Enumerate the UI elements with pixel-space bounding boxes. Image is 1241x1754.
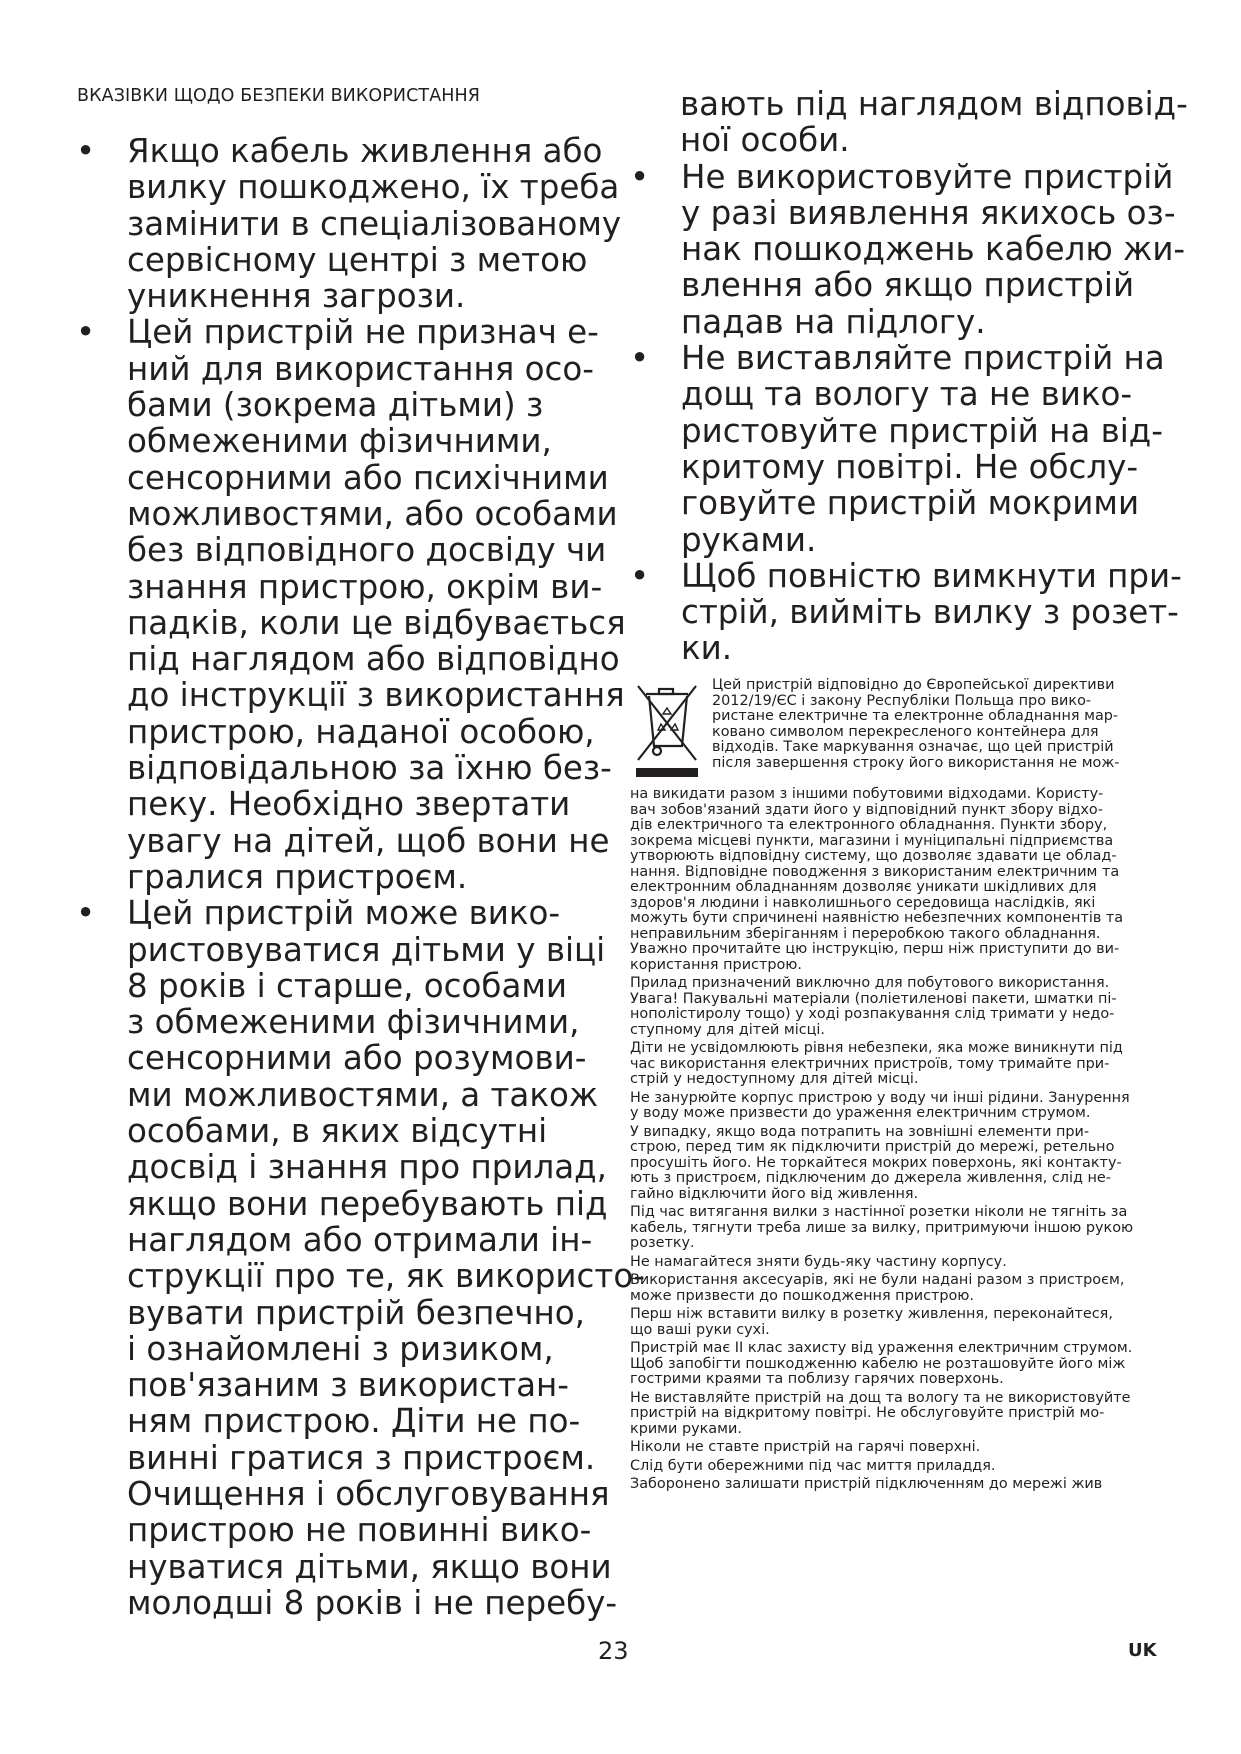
bullet-item (630, 340, 1178, 558)
paragraph-line: може призвести до пошкодження пристрою. (630, 1287, 974, 1304)
paragraph-line: нополістиролу тощо) у ході розпакування слід тримати у недо- (630, 1006, 1115, 1022)
paragraph-line: У випадку, якщо вода потрапить на зовнішні елементи при- (630, 1123, 1090, 1140)
paragraph-line: у воду може призвести до ураження електричним струмом. (630, 1105, 1091, 1121)
bullet-text-line: 8 років і старше, особами (127, 966, 568, 1005)
bullet-text-line: сенсорними або психічними (127, 458, 609, 497)
weee-text-line: після завершення строку його використання не мож- (712, 754, 1120, 771)
paragraph-line: вач зобов'язаний здати його у відповідний пункт збору відхо- (630, 801, 1103, 818)
paragraph-line: Використання аксесуарів, які не були надані разом з пристроєм, (630, 1272, 1125, 1288)
bullet-text-line: вають під наглядом відповід- (680, 85, 1188, 123)
bullet-text-line: пеку. Необхідно звертати (127, 785, 571, 824)
paragraph-line: Увага! Пакувальні матеріали (поліетиленові пакети, шматки пі- (630, 990, 1117, 1007)
paragraph-line: строю, перед тим як підключити пристрій до мережі, ретельно (630, 1139, 1115, 1155)
bullet-text-line: бами (зокрема дітьми) з (127, 386, 544, 425)
paragraph-line: гайно відключити його від живлення. (630, 1185, 919, 1202)
bullet-item (630, 157, 1186, 341)
weee-text-line: 2012/19/ЄС і закону Республіки Польща про вико- (712, 692, 1092, 709)
bullet-text-line: досвід і знання про прилад, (127, 1148, 607, 1187)
bullet-text-line: дощ та вологу та не вико- (681, 375, 1133, 414)
paragraph-line: просушіть його. Не торкайтеся мокрих поверхонь, які контакту- (630, 1154, 1122, 1171)
paragraph-line: Перш ніж вставити вилку в розетку живлення, переконайтеся, (630, 1306, 1113, 1322)
bullet-text-line: Не використовуйте пристрій (681, 157, 1174, 196)
bullet-icon: • (76, 313, 96, 352)
bullet-text-line: Щоб повністю вимкнути при- (681, 556, 1182, 595)
bullet-text-line: до інструкції з використання (127, 676, 625, 715)
bullet-item (76, 894, 645, 1622)
paragraph-line: Не намагайтеся зняти будь-яку частину корпусу. (630, 1253, 1007, 1270)
weee-text-line: Цей пристрій відповідно до Європейської директиви (712, 677, 1115, 693)
paragraph-line: ють з пристроєм, підключеним до джерела живлення, слід не- (630, 1170, 1111, 1186)
paragraph-line: Не виставляйте пристрій на дощ та вологу та не використовуйте (630, 1389, 1131, 1406)
bullet-text-line: увагу на дітей, щоб вони не (127, 821, 610, 860)
bullet-text-line: уникнення загрози. (127, 277, 466, 316)
bullet-text-line: ми можливостями, а також (127, 1075, 599, 1114)
bullet-text-line: ної особи. (680, 121, 850, 160)
weee-text-line: ковано символом перекресленого контейнера для (712, 723, 1099, 740)
bullet-icon: • (630, 157, 650, 196)
safety-paragraph (630, 1307, 1180, 1338)
paragraph-line: ступному для дітей місці. (630, 1021, 826, 1038)
bullet-text-line: струкції про те, як використо- (127, 1257, 645, 1296)
safety-paragraph (630, 1440, 1180, 1456)
paragraph-line: електронним обладнанням дозволяє уникати шкідливих для (630, 879, 1097, 895)
paragraph-line: Слід бути обережними під час миття приладдя. (630, 1457, 996, 1474)
safety-paragraph (630, 1255, 1180, 1271)
paragraph-line: розетку. (630, 1235, 695, 1251)
paragraph-line: Заборонено залишати пристрій підключенням до мережі жив (630, 1476, 1103, 1492)
safety-paragraph (630, 1273, 1180, 1304)
paragraph-line: на викидати разом з іншими побутовими відходами. Користу- (630, 786, 1104, 802)
paragraph-line: пристрій на відкритому повітрі. Не обслуговуйте пристрій мо- (630, 1405, 1105, 1421)
bullet-text-line: пов'язаним з використан- (127, 1366, 570, 1405)
bullet-item (76, 313, 626, 896)
right-bullet-list (630, 157, 1186, 668)
safety-paragraph (630, 976, 1180, 1038)
bullet-text-line: нуватися дітьми, якщо вони (127, 1547, 612, 1586)
bullet-text-line: нак пошкоджень кабелю жи- (681, 230, 1186, 269)
bullet-text-line: ням пристрою. Діти не по- (127, 1402, 581, 1441)
bullet-text-line: замінити в спеціалізованому (127, 204, 622, 243)
bullet-text-line: сенсорними або розумови- (127, 1039, 587, 1078)
bullet-text-line: стрій, вийміть вилку з розет- (681, 593, 1179, 632)
continued-bullet-text (630, 85, 1188, 160)
paragraph-line: зокрема місцеві пункти, магазини і муніципальні підприємства (630, 832, 1114, 849)
left-column (76, 132, 645, 1622)
bullet-text-line: Цей пристрій може вико- (127, 894, 561, 933)
paragraph-line: час використання електричних пристроїв, тому тримайте при- (630, 1055, 1110, 1072)
safety-paragraph (630, 1091, 1180, 1122)
paragraph-line: можуть бути спричинені наявністю небезпечних компонентів та (630, 910, 1124, 926)
paragraph-line: утворюють відповідну систему, що дозволяє здавати це облад- (630, 848, 1117, 864)
paragraph-line: Під час витягання вилки з настінної розетки ніколи не тягніть за (630, 1204, 1128, 1220)
bullet-text-line: сервісному центрі з метою (127, 240, 588, 279)
bullet-text-line: наглядом або отримали ін- (127, 1220, 593, 1259)
page-number: 23 (598, 1637, 629, 1665)
weee-text-line: ристане електричне та електронне обладнання мар- (712, 708, 1119, 724)
bullet-text-line: Цей пристрій не признач е- (127, 313, 599, 352)
page-header: ВКАЗІВКИ ЩОДО БЕЗПЕКИ ВИКОРИСТАННЯ (77, 86, 481, 106)
bullet-text-line: під наглядом або відповідно (127, 640, 620, 679)
bullet-text-line: ки. (681, 629, 733, 668)
bullet-text-line: без відповідного досвіду чи (127, 531, 607, 570)
bullet-text-line: ний для використання осо- (127, 349, 594, 388)
paragraph-line: Не занурюйте корпус пристрою у воду чи інші рідини. Занурення (630, 1089, 1130, 1106)
paragraph-line: Щоб запобігти пошкодженню кабелю не розташовуйте його між (630, 1355, 1126, 1372)
weee-text-line: відходів. Таке маркування означає, що цей пристрій (712, 739, 1114, 755)
bullet-icon: • (630, 556, 650, 595)
bullet-text-line: пристрою не повинні вико- (127, 1511, 592, 1550)
bullet-text-line: особами, в яких відсутні (127, 1112, 548, 1151)
bullet-text-line: молодші 8 років і не перебу- (127, 1583, 618, 1622)
bullet-text-line: руками. (681, 520, 817, 559)
bullet-text-line: відповідальною за їхню без- (127, 749, 612, 788)
right-column (630, 85, 1188, 668)
paragraph-line: Діти не усвідомлюють рівня небезпеки, яка може виникнути під (630, 1040, 1123, 1056)
paragraph-line: нання. Відповідне поводження з використаним електричним та (630, 863, 1120, 880)
bullet-text-line: падків, коли це відбувається (127, 603, 626, 642)
bullet-text-line: якщо вони перебувають під (127, 1184, 608, 1223)
paragraph-line: кабель, тягнути треба лише за вилку, притримуючи іншою рукою (630, 1219, 1134, 1236)
bullet-text-line: ристовуватися дітьми у віці (127, 930, 606, 969)
paragraph-line: Пристрій має II клас захисту від ураження електричним струмом. (630, 1340, 1133, 1356)
safety-paragraph (630, 787, 1180, 973)
bullet-item (630, 556, 1182, 668)
safety-paragraph (630, 1205, 1180, 1252)
paragraph-line: стрій у недоступному для дітей місці. (630, 1071, 919, 1087)
bullet-icon: • (630, 339, 650, 378)
bullet-text-line: Не виставляйте пристрій на (681, 339, 1165, 378)
bullet-icon: • (76, 894, 96, 933)
paragraph-line: гострими краями та поблизу гарячих поверхонь. (630, 1371, 1004, 1387)
paragraph-line: неправильним зберіганням і переробкою такого обладнання. (630, 925, 1101, 942)
safety-paragraph (630, 1041, 1180, 1088)
paragraph-line: Уважно прочитайте цю інструкцію, перш ніж приступити до ви- (630, 941, 1120, 957)
crossed-out-wheelie-bin-icon (632, 680, 702, 784)
bullet-text-line: Якщо кабель живлення або (127, 132, 603, 170)
bullet-text-line: з обмеженими фізичними, (127, 1003, 580, 1042)
safety-paragraph (630, 1341, 1180, 1388)
paragraph-line: здоров'я людини і навколишнього середовища наслідків, які (630, 894, 1096, 911)
safety-paragraph (630, 1459, 1180, 1475)
bullet-text-line: ристовуйте пристрій на від- (681, 411, 1163, 450)
bullet-text-line: і ознайомлені з ризиком, (127, 1329, 554, 1368)
bullet-text-line: критому повітрі. Не обслу- (681, 447, 1139, 486)
safety-paragraph (630, 1391, 1180, 1438)
bullet-text-line: влення або якщо пристрій (681, 266, 1135, 305)
paragraph-line: Прилад призначений виключно для побутового використання. (630, 975, 1110, 991)
bullet-text-line: говуйте пристрій мокрими (681, 484, 1140, 523)
bullet-icon: • (76, 132, 96, 170)
bullet-text-line: пристрою, наданої особою, (127, 712, 595, 751)
bullet-text-line: можливостями, або особами (127, 494, 618, 533)
bullet-text-line: вувати пристрій безпечно, (127, 1293, 585, 1332)
bullet-text-line: винні гратися з пристроєм. (127, 1438, 596, 1477)
paragraph-line: дів електричного та електронного обладнання. Пункти збору, (630, 817, 1108, 833)
safety-paragraph (630, 1477, 1180, 1493)
bullet-item (76, 133, 622, 314)
paragraph-line: що ваші руки сухі. (630, 1321, 770, 1338)
paragraph-line: крими руками. (630, 1420, 742, 1437)
bullet-text-line: вилку пошкоджено, їх треба (127, 168, 620, 207)
weee-notice (712, 678, 1172, 771)
bullet-text-line: у разі виявлення якихось оз- (681, 193, 1176, 232)
paragraph-line: користання пристрою. (630, 956, 802, 973)
safety-paragraphs (630, 787, 1180, 1496)
bullet-text-line: гралися пристроєм. (127, 857, 468, 896)
paragraph-line: Ніколи не ставте пристрій на гарячі поверхні. (630, 1439, 981, 1455)
safety-paragraph (630, 1125, 1180, 1203)
bullet-text-line: Очищення і обслуговування (127, 1474, 610, 1513)
language-code: UK (1128, 1640, 1157, 1661)
bullet-text-line: знання пристрою, окрім ви- (127, 567, 603, 606)
bullet-text-line: обмеженими фізичними, (127, 422, 552, 461)
bullet-text-line: падав на підлогу. (681, 302, 986, 341)
